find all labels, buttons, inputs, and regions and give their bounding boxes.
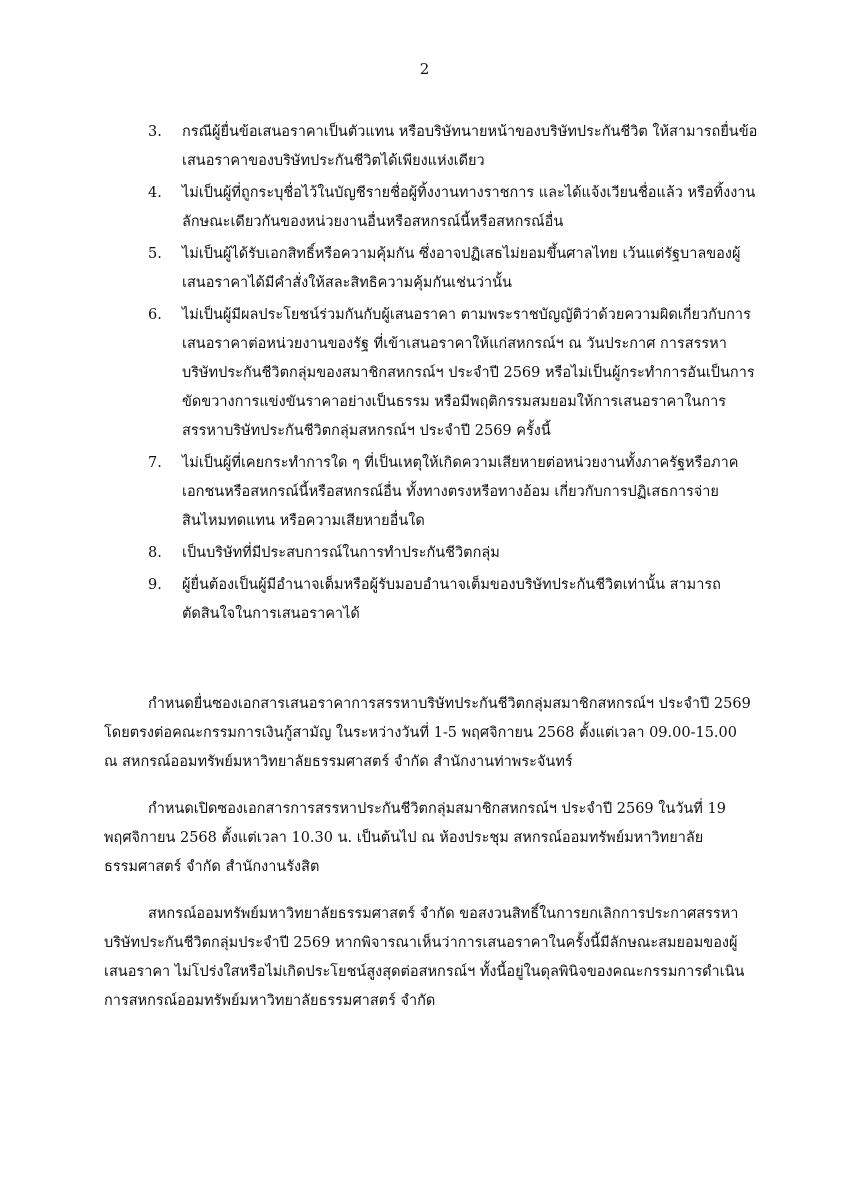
list-item-number: 3. <box>148 124 162 140</box>
announcement-body <box>104 690 754 1034</box>
list-item-number: 5. <box>148 246 162 262</box>
list-item-text: ผู้ยื่นต้องเป็นผู้มีอำนาจเต็มหรือผู้รับมอบอำนาจเต็มของบริษัทประกันชีวิตเท่านั้น สามารถตัดสินใจในการเสนอราคาได้ <box>182 577 721 622</box>
list-item-number: 9. <box>148 577 162 593</box>
list-item <box>148 571 758 629</box>
list-item-text: กรณีผู้ยื่นข้อเสนอราคาเป็นตัวแทน หรือบริษัทนายหน้าของบริษัทประกันชีวิต ให้สามารถยื่นข้อเสนอราคาของบริษัทประกันชีวิตได้เพียงแห่งเดียว <box>182 124 758 169</box>
page-number: 2 <box>419 60 430 78</box>
opening-schedule-paragraph: กำหนดเปิดซองเอกสารการสรรหาประกันชีวิตกลุ่มสมาชิกสหกรณ์ฯ ประจำปี 2569 ในวันที่ 19 พฤศจิกายน 2568 ตั้งแต่เวลา 10.30 น. เป็นต้นไป ณ ห้องประชุม สหกรณ์ออมทรัพย์มหาวิทยาลัยธรรมศาสตร์ จำกัด สำนักงานรังสิต <box>104 801 726 875</box>
reservation-of-rights-paragraph: สหกรณ์ออมทรัพย์มหาวิทยาลัยธรรมศาสตร์ จำกัด ขอสงวนสิทธิ์ในการยกเลิกการประกาศสรรหาบริษัทประกันชีวิตกลุ่มประจำปี 2569 หากพิจารณาเห็นว่าการเสนอราคาในครั้งนี้มีลักษณะสมยอมของผู้เสนอราคา ไม่โปร่งใสหรือไม่เกิดประโยชน์สูงสุดต่อสหกรณ์ฯ ทั้งนี้อยู่ในดุลพินิจของคณะกรรมการดำเนินการสหกรณ์ออมทรัพย์มหาวิทยาลัยธรรมศาสตร์ จำกัด <box>104 906 745 1009</box>
list-item-text: ไม่เป็นผู้ที่ถูกระบุชื่อไว้ในบัญชีรายชื่อผู้ทิ้งงานทางราชการ และได้แจ้งเวียนชื่อแล้ว หรือทิ้งงานลักษณะเดียวกันของหน่วยงานอื่นหรือสหกรณ์นี้หรือสหกรณ์อื่น <box>182 185 756 230</box>
list-item <box>148 449 758 536</box>
list-item-number: 4. <box>148 185 162 201</box>
list-item-number: 8. <box>148 545 162 561</box>
list-item-text: ไม่เป็นผู้ได้รับเอกสิทธิ์หรือความคุ้มกัน ซึ่งอาจปฏิเสธไม่ยอมขึ้นศาลไทย เว้นแต่รัฐบาลของผู้เสนอราคาได้มีคำสั่งให้สละสิทธิความคุ้มกันเช่นว่านั้น <box>182 246 741 291</box>
submission-schedule-paragraph: กำหนดยื่นซองเอกสารเสนอราคาการสรรหาบริษัทประกันชีวิตกลุ่มสมาชิกสหกรณ์ฯ ประจำปี 2569 โดยตรงต่อคณะกรรมการเงินกู้สามัญ ในระหว่างวันที่ 1-5 พฤศจิกายน 2568 ตั้งแต่เวลา 09.00-15.00 ณ สหกรณ์ออมทรัพย์มหาวิทยาลัยธรรมศาสตร์ จำกัด สำนักงานท่าพระจันทร์ <box>104 696 751 770</box>
list-item-number: 6. <box>148 307 162 323</box>
qualification-list <box>148 118 758 632</box>
list-item-text: ไม่เป็นผู้มีผลประโยชน์ร่วมกันกับผู้เสนอราคา ตามพระราชบัญญัติว่าด้วยความผิดเกี่ยวกับการเสนอราคาต่อหน่วยงานของรัฐ ที่เข้าเสนอราคาให้แก่สหกรณ์ฯ ณ วันประกาศ การสรรหาบริษัทประกันชีวิตกลุ่มของสมาชิกสหกรณ์ฯ ประจำปี 2569 หรือไม่เป็นผู้กระทำการอันเป็นการขัดขวางการแข่งขันราคาอย่างเป็นธรรม หรือมีพฤติกรรมสมยอมให้การเสนอราคาในการสรรหาบริษัทประกันชีวิตกลุ่มสหกรณ์ฯ ประจำปี 2569 ครั้งนี้ <box>182 307 755 439</box>
list-item <box>148 539 758 568</box>
list-item-text: ไม่เป็นผู้ที่เคยกระทำการใด ๆ ที่เป็นเหตุให้เกิดความเสียหายต่อหน่วยงานทั้งภาครัฐหรือภาคเอกชนหรือสหกรณ์นี้หรือสหกรณ์อื่น ทั้งทางตรงหรือทางอ้อม เกี่ยวกับการปฏิเสธการจ่ายสินไหมทดแทน หรือความเสียหายอื่นใด <box>182 455 739 529</box>
list-item-number: 7. <box>148 455 162 471</box>
list-item <box>148 118 758 176</box>
list-item <box>148 240 758 298</box>
list-item <box>148 301 758 446</box>
list-item <box>148 179 758 237</box>
list-item-text: เป็นบริษัทที่มีประสบการณ์ในการทำประกันชีวิตกลุ่ม <box>182 545 500 561</box>
